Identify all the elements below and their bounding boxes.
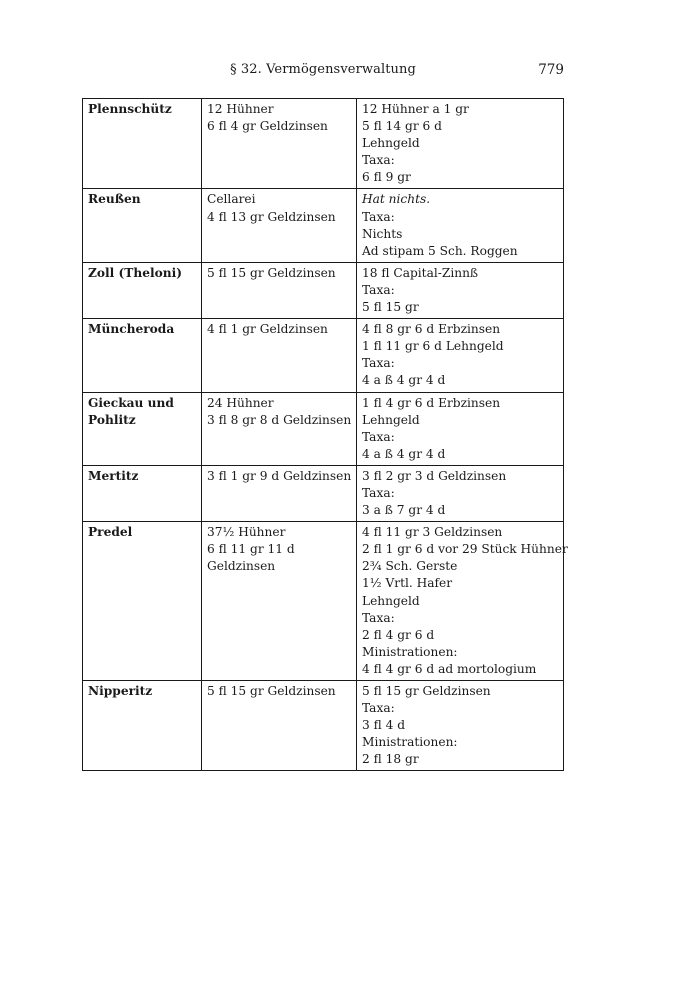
entry-line: Ministrationen: [362,644,458,659]
entry-line: 4 fl 1 gr Geldzinsen [207,322,328,337]
entry-line: 4 fl 4 gr 6 d ad mortologium [362,661,537,676]
place-name: Zoll (Theloni) [88,265,182,280]
entry-line: 3 fl 1 gr 9 d Geldzinsen [207,468,352,483]
entry-line: 4 fl 8 gr 6 d Erbzinsen [362,322,501,337]
entry-line: Lehngeld [362,136,420,151]
entry-line: 6 fl 4 gr Geldzinsen [207,119,328,134]
entry-line: 37½ Hühner [207,525,286,540]
ledger-body [83,99,568,771]
table-row [83,465,564,521]
entry-line: 4 a ß 4 gr 4 d [362,373,446,388]
page-number: 779 [538,62,564,78]
entry-line: Taxa: [362,429,395,444]
place-name: Predel [88,525,133,540]
entry-line: 3 fl 4 d [362,718,406,733]
place-cell [83,681,202,771]
income-cell [202,189,357,262]
entry-line: 5 fl 14 gr 6 d [362,119,442,134]
entry-line: 3 a ß 7 gr 4 d [362,503,446,518]
entry-line: 1½ Vrtl. Hafer [362,576,453,591]
place-cell [83,392,202,465]
entry-line: Hat nichts. [362,192,431,207]
details-cell [357,189,564,262]
entry-line: Lehngeld [362,593,420,608]
details-cell [357,465,564,521]
income-cell [202,99,357,189]
entry-line: 4 fl 13 gr Geldzinsen [207,209,336,224]
entry-line: 4 a ß 4 gr 4 d [362,446,446,461]
entry-line: Taxa: [362,701,395,716]
entry-line: Geldzinsen [207,559,276,574]
place-cell [83,522,202,681]
table-row [83,319,564,392]
entry-line: Taxa: [362,485,395,500]
entry-line: 6 fl 11 gr 11 d [207,542,295,557]
place-cell [83,262,202,318]
income-cell [202,681,357,771]
details-cell [357,319,564,392]
place-name: Nipperitz [88,684,153,698]
entry-line: 6 fl 9 gr [362,170,411,185]
entry-line: Nichts [362,226,403,241]
table-row [83,522,564,681]
table-row [83,392,564,465]
entry-line: 3 fl 8 gr 8 d Geldzinsen [207,412,352,427]
entry-line: Ad stipam 5 Sch. Roggen [362,243,518,258]
entry-line: 3 fl 2 gr 3 d Geldzinsen [362,468,507,483]
place-name: Reußen [88,192,141,207]
details-cell [357,522,568,681]
entry-line: 1 fl 4 gr 6 d Erbzinsen [362,395,501,410]
table-row [83,681,564,771]
place-cell [83,99,202,189]
running-header [82,62,564,80]
income-cell [202,262,357,318]
place-cell [83,319,202,392]
entry-line: Taxa: [362,356,395,371]
entry-line: Taxa: [362,610,395,625]
income-cell [202,522,357,681]
entry-line: 12 Hühner [207,102,274,116]
details-cell [357,262,564,318]
entry-line: 12 Hühner a 1 gr [362,102,469,116]
table-row [83,262,564,318]
place-cell [83,465,202,521]
place-name: Plennschütz [88,102,172,116]
entry-line: 18 fl Capital-Zinnß [362,265,479,280]
entry-line: 5 fl 15 gr Geldzinsen [207,265,336,280]
place-name: Müncheroda [88,322,175,337]
entry-line: Ministrationen: [362,735,458,750]
entry-line: 2 fl 4 gr 6 d [362,627,435,642]
entry-line: Taxa: [362,209,395,224]
entry-line: 2 fl 1 gr 6 d vor 29 Stück Hühner [362,542,568,557]
income-cell [202,465,357,521]
entry-line: 24 Hühner [207,395,274,410]
entry-line: 1 fl 11 gr 6 d Lehngeld [362,339,504,354]
place-cell [83,189,202,262]
entry-line: 2 fl 18 gr [362,752,419,767]
entry-line: Taxa: [362,153,395,168]
entry-line: 5 fl 15 gr [362,300,419,315]
details-cell [357,392,564,465]
table-row [83,189,564,262]
details-cell [357,99,564,189]
income-cell [202,319,357,392]
entry-line: Cellarei [207,192,256,207]
running-title: § 32. Vermögensverwaltung [230,62,416,77]
entry-line: Lehngeld [362,412,420,427]
place-name: Pohlitz [88,412,136,427]
entry-line: 5 fl 15 gr Geldzinsen [207,684,336,698]
place-name: Mertitz [88,468,139,483]
ledger-table [82,98,568,771]
entry-line: 4 fl 11 gr 3 Geldzinsen [362,525,503,540]
entry-line: Taxa: [362,282,395,297]
entry-line: 2¾ Sch. Gerste [362,559,458,574]
income-cell [202,392,357,465]
entry-line: 5 fl 15 gr Geldzinsen [362,684,491,698]
place-name: Gieckau und [88,395,174,410]
details-cell [357,681,564,771]
table-row [83,99,564,189]
